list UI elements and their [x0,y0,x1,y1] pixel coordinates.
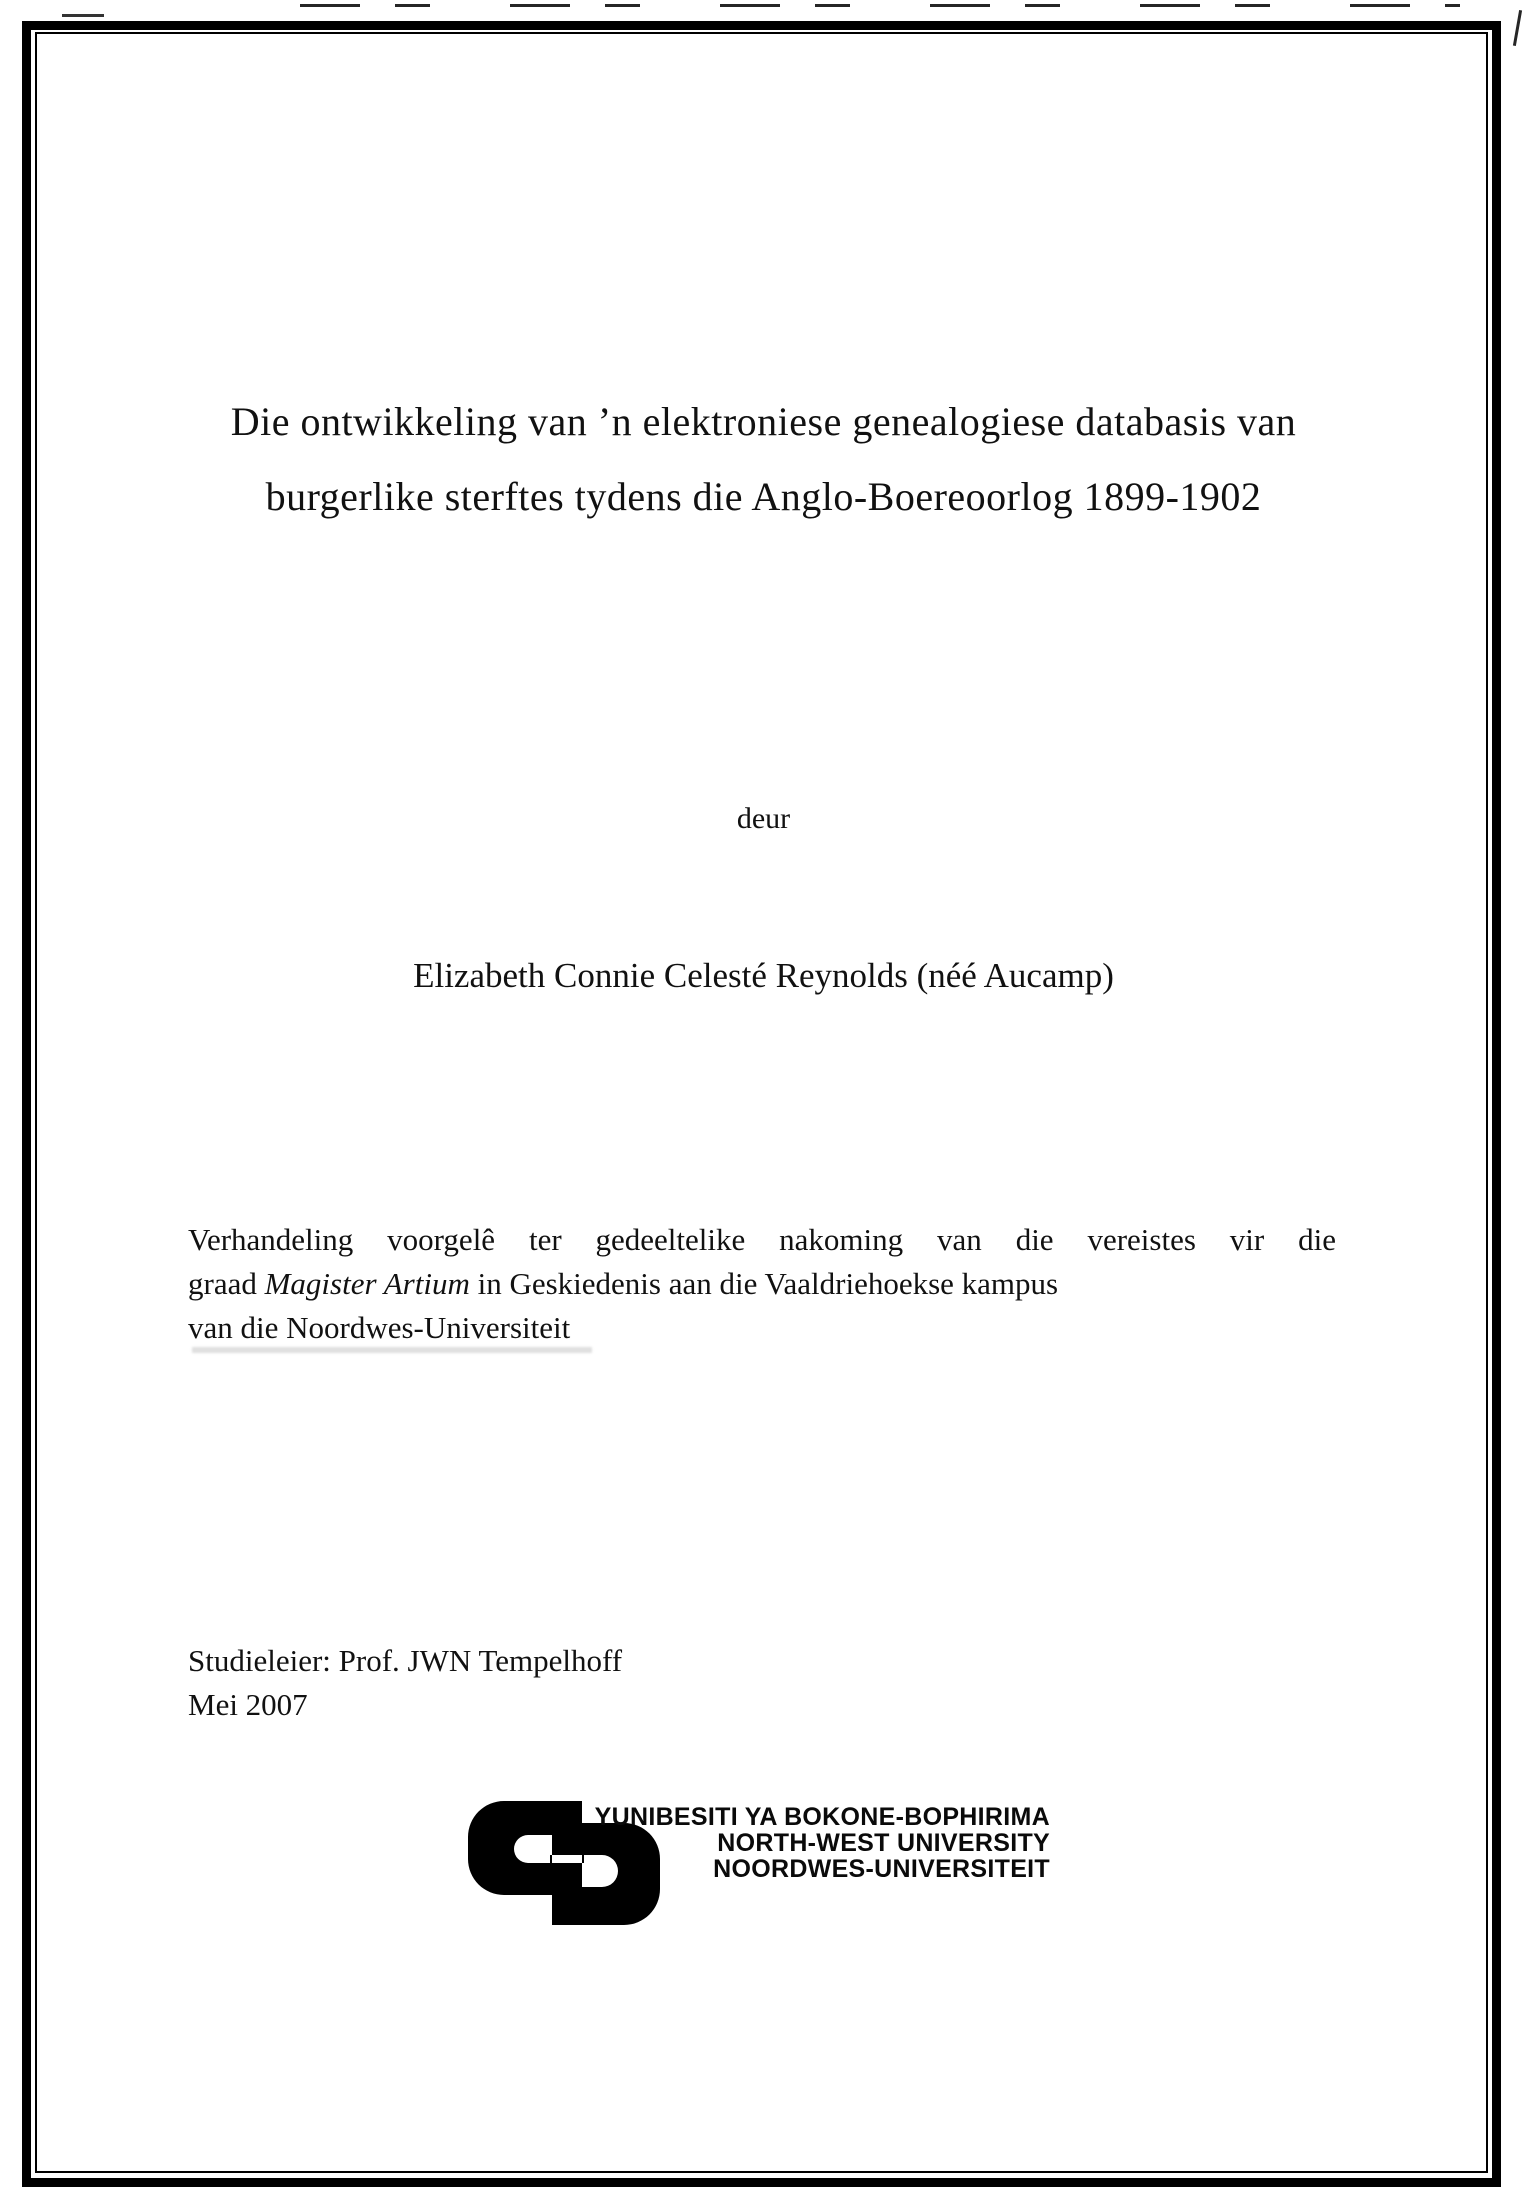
supervisor-block [188,1639,1088,1727]
logo-text [588,1804,1050,1882]
statement-line-3: van die Noordwes-Universiteit [188,1310,571,1345]
author-name: Elizabeth Connie Celesté Reynolds (néé Aucamp) [413,956,1114,995]
logo-text-line3: NOORDWES-UNIVERSITEIT [713,1855,1050,1883]
logo-text-line2: NORTH-WEST UNIVERSITY [717,1829,1050,1857]
thesis-title-line2: burgerlike sterftes tydens die Anglo-Boereoorlog 1899-1902 [265,474,1262,519]
statement-line-2-suffix: in Geskiedenis aan die Vaaldriehoekse kampus [469,1266,1059,1301]
statement-line-2 [188,1262,1336,1306]
scan-artifact-top-line [300,4,1460,7]
supervisor-line: Studieleier: Prof. JWN Tempelhoff [188,1643,623,1678]
scan-artifact-right-tick [1513,10,1522,46]
logo-text-line1: YUNIBESITI YA BOKONE-BOPHIRIMA [594,1803,1050,1831]
university-logo [468,1801,1050,1925]
statement-line-1: Verhandeling voorgelê ter gedeeltelike nakoming van die vereistes vir die [188,1222,1336,1257]
thesis-title-line1: Die ontwikkeling van ’n elektroniese genealogiese databasis van [230,399,1297,444]
statement-line-2-prefix: graad [188,1266,265,1301]
statement-line-2-degree: Magister Artium [264,1266,470,1301]
degree-statement [188,1218,1336,1350]
date-line: Mei 2007 [188,1687,308,1722]
byline-deur: deur [736,802,791,835]
scan-artifact-top-dash [62,14,104,17]
